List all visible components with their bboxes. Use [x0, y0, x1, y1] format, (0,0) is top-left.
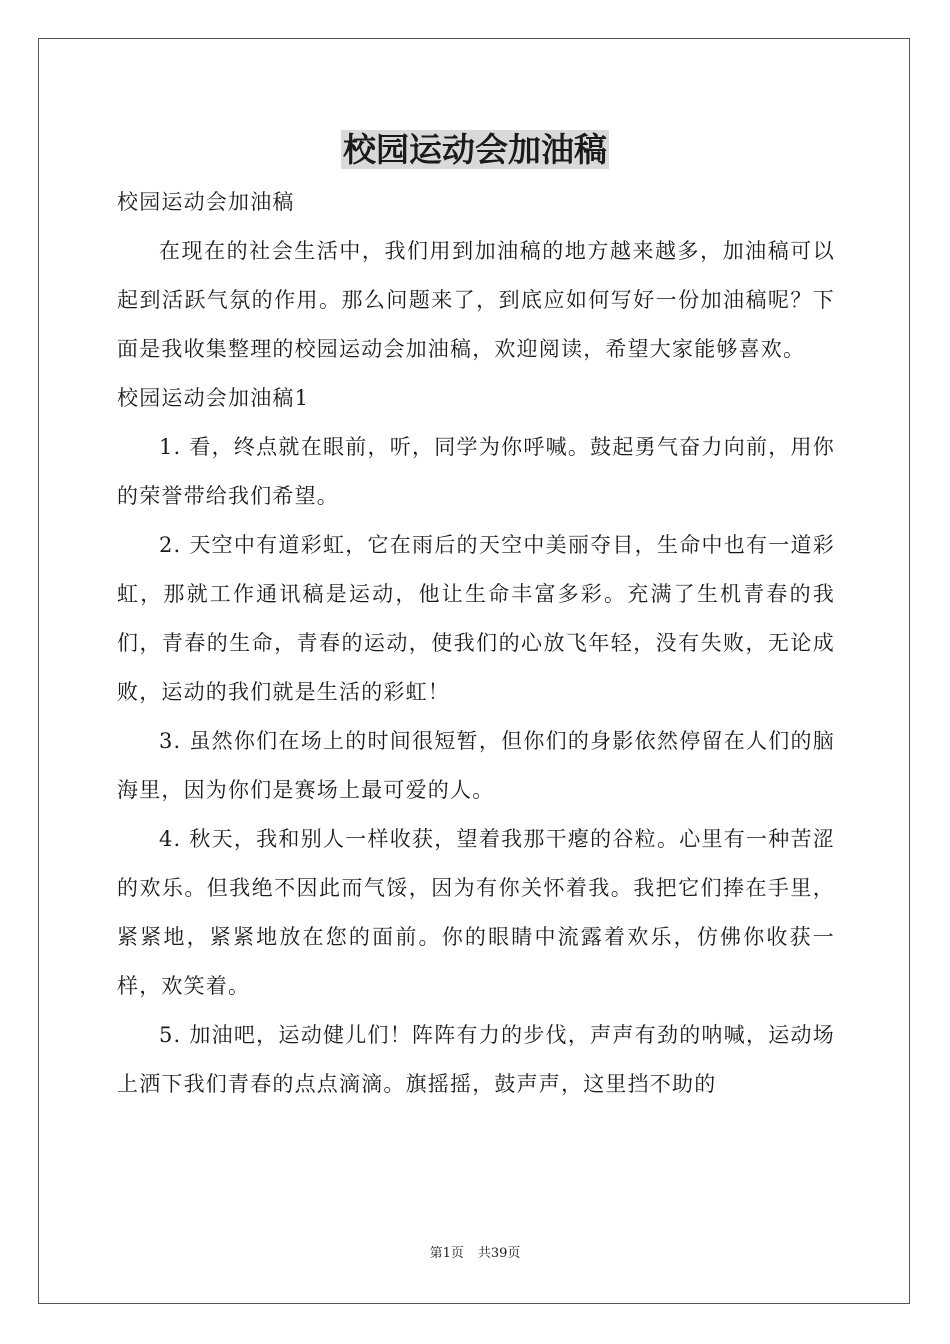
page-number-current: 第1页 — [429, 1246, 464, 1261]
document-title — [0, 128, 950, 172]
paragraph-section-heading: 校园运动会加油稿1 — [117, 386, 310, 410]
paragraph-item-2: 2. 天空中有道彩虹，它在雨后的天空中美丽夺目，生命中也有一道彩虹，那就工作通讯稿是运动，他让生命丰富多彩。充满了生机青春的我们，青春的生命，青春的运动，使我们的心放飞年轻，没有失败，无论成败，运动的我们就是生活的彩虹！ — [117, 533, 835, 704]
paragraph-subtitle: 校园运动会加油稿 — [117, 190, 295, 214]
paragraph-intro: 在现在的社会生活中，我们用到加油稿的地方越来越多，加油稿可以起到活跃气氛的作用。那么问题来了，到底应如何写好一份加油稿呢？下面是我收集整理的校园运动会加油稿，欢迎阅读，希望大家能够喜欢。 — [117, 239, 835, 361]
page-footer — [0, 1244, 950, 1264]
paragraph-item-3: 3. 虽然你们在场上的时间很短暂，但你们的身影依然停留在人们的脑海里，因为你们是赛场上最可爱的人。 — [117, 729, 835, 802]
document-body — [117, 178, 835, 1109]
paragraph-item-5: 5. 加油吧，运动健儿们！阵阵有力的步伐，声声有劲的呐喊，运动场上洒下我们青春的点点滴滴。旗摇摇，鼓声声，这里挡不助的 — [117, 1023, 835, 1096]
document-title-text: 校园运动会加油稿 — [343, 130, 607, 169]
paragraph-item-1: 1. 看，终点就在眼前，听，同学为你呼喊。鼓起勇气奋力向前，用你的荣誉带给我们希望。 — [117, 435, 835, 508]
paragraph-item-4: 4. 秋天，我和别人一样收获，望着我那干瘪的谷粒。心里有一种苦涩的欢乐。但我绝不因此而气馁，因为有你关怀着我。我把它们捧在手里，紧紧地，紧紧地放在您的面前。你的眼睛中流露着欢乐，仿佛你收获一样，欢笑着。 — [117, 827, 835, 998]
page-number-total: 共39页 — [477, 1246, 521, 1261]
